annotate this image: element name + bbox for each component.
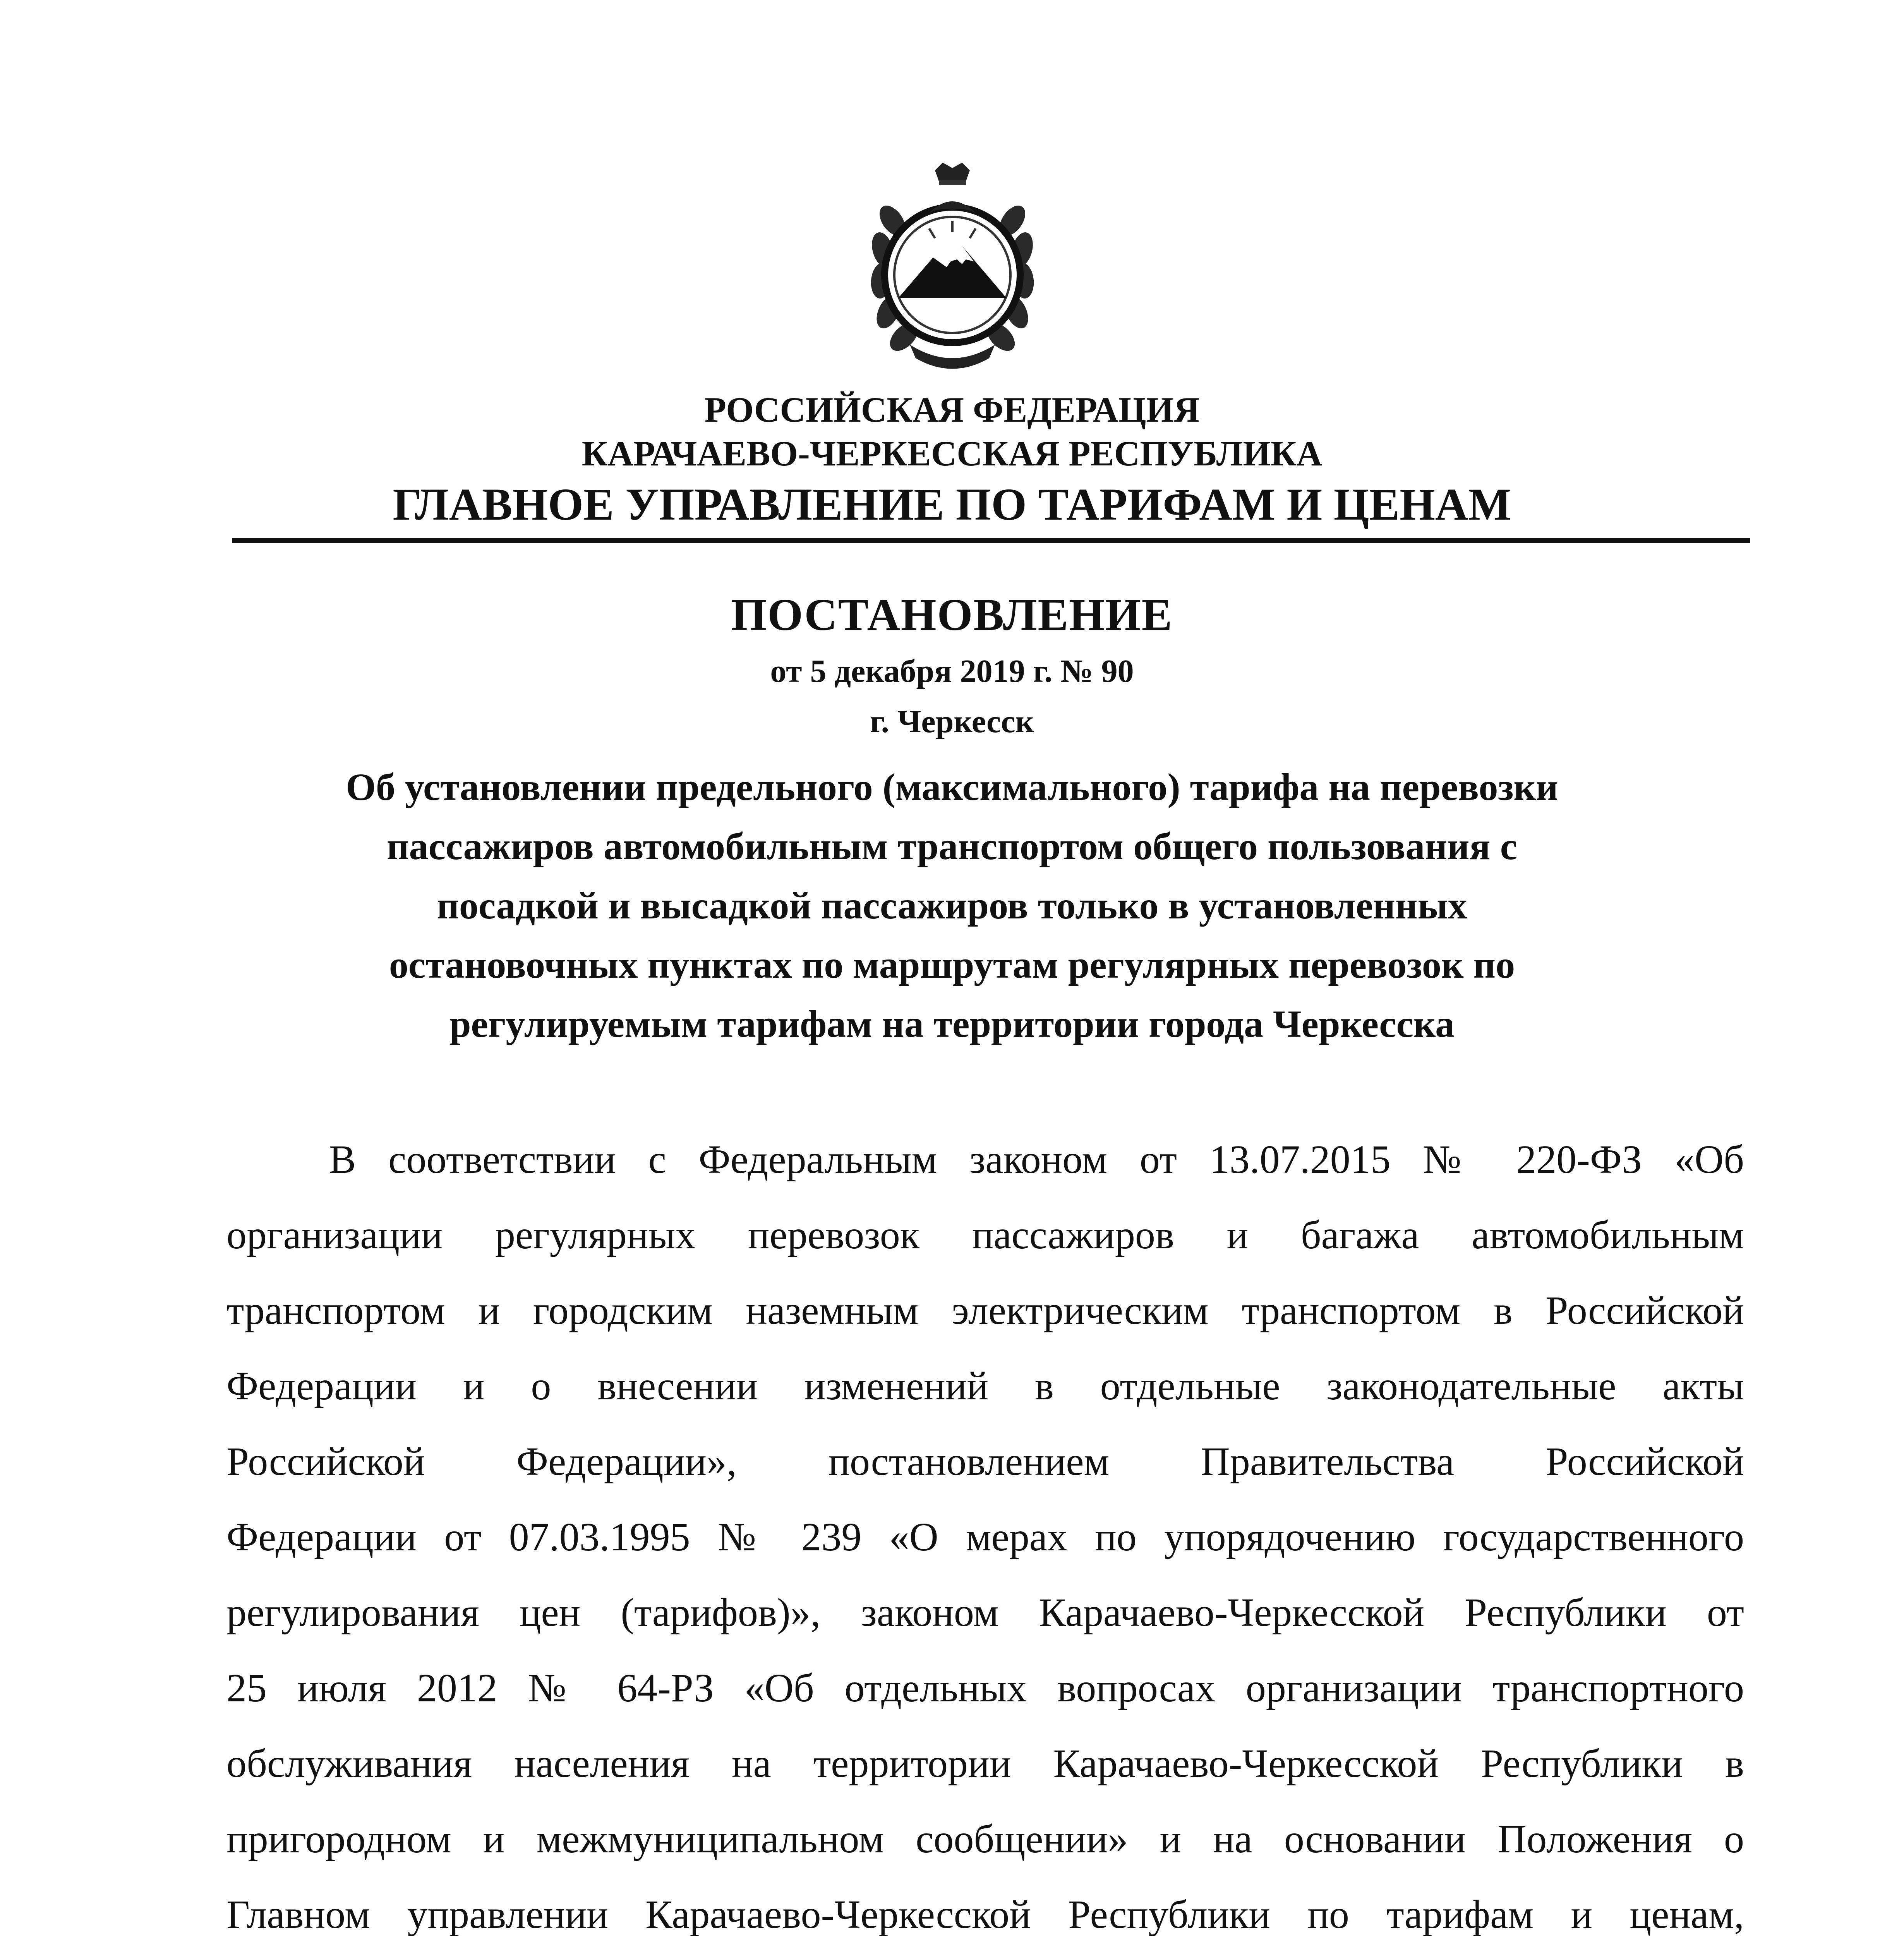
title-line: пассажиров автомобильным транспортом общего пользования с	[386, 825, 1518, 868]
header-divider	[232, 538, 1750, 543]
preamble-line: транспортом и городским наземным электрическим транспортом в Российской	[226, 1288, 1744, 1333]
document-date: от 5 декабря 2019 г. № 90	[770, 653, 1134, 689]
title-line: остановочных пунктах по маршрутам регулярных перевозок по	[389, 943, 1515, 986]
preamble-line: Главном управлении Карачаево-Черкесской Республики по тарифам и ценам,	[226, 1892, 1744, 1936]
preamble-line: организации регулярных перевозок пассажиров и багажа автомобильным	[226, 1213, 1744, 1257]
title-line: регулируемым тарифам на территории города Черкесска	[449, 1002, 1455, 1045]
preamble-line: регулирования цен (тарифов)», законом Карачаево-Черкесской Республики от	[226, 1590, 1744, 1635]
preamble-line: обслуживания населения на территории Карачаево-Черкесской Республики в	[226, 1741, 1744, 1786]
coat-of-arms-icon	[856, 163, 1049, 379]
header-republic: КАРАЧАЕВО-ЧЕРКЕССКАЯ РЕСПУБЛИКА	[581, 434, 1323, 473]
preamble-line: 25 июля 2012 № 64-РЗ «Об отдельных вопросах организации транспортного	[226, 1666, 1744, 1710]
preamble-line: Федерации от 07.03.1995 № 239 «О мерах по упорядочению государственного	[226, 1515, 1744, 1559]
document-type: ПОСТАНОВЛЕНИЕ	[731, 589, 1173, 640]
preamble-line: Федерации и о внесении изменений в отдельные законодательные акты	[226, 1364, 1744, 1408]
preamble-line: пригородном и межмуниципальном сообщении» и на основании Положения о	[226, 1817, 1744, 1861]
header-country: РОССИЙСКАЯ ФЕДЕРАЦИЯ	[704, 390, 1200, 429]
title-line: Об установлении предельного (максимального) тарифа на перевозки	[346, 765, 1558, 808]
document-city: г. Черкесск	[870, 704, 1034, 740]
preamble-line: В соответствии с Федеральным законом от 13.07.2015 № 220-ФЗ «Об	[329, 1137, 1744, 1182]
preamble-line: Российской Федерации», постановлением Правительства Российской	[226, 1439, 1744, 1484]
header-agency: ГЛАВНОЕ УПРАВЛЕНИЕ ПО ТАРИФАМ И ЦЕНАМ	[393, 479, 1511, 530]
title-line: посадкой и высадкой пассажиров только в установленных	[437, 884, 1467, 927]
